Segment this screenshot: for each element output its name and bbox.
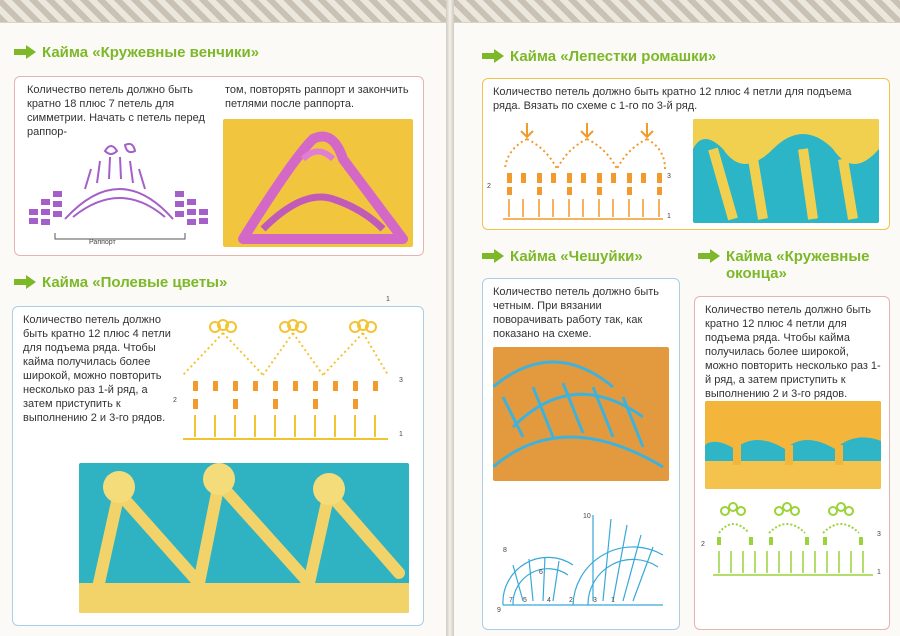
diagram-number-8: 8 (503, 547, 507, 554)
rapport-label: Раппорт (89, 239, 116, 246)
field-flowers-photo (79, 463, 409, 613)
lace-windows-diagram (709, 501, 877, 581)
green-arrow-icon (698, 249, 720, 263)
blue-scales-photo-image (493, 347, 669, 481)
section-title-daisy-petals: Кайма «Лепестки ромашки» (482, 48, 716, 65)
diagram-number-4: 4 (547, 597, 551, 604)
diagram-number-1: 1 (611, 597, 615, 604)
diagram-number-2: 2 (569, 597, 573, 604)
row-label-3: 3 (877, 531, 881, 538)
daisy-petals-photo (693, 119, 879, 223)
daisy-petals-box (482, 78, 890, 230)
field-flowers-box (12, 306, 424, 626)
row-label-3: 3 (399, 377, 403, 384)
diagram-number-6: 6 (539, 569, 543, 576)
right-page (454, 0, 900, 636)
yellow-petals-photo-image (693, 119, 879, 223)
row-label-1: 1 (399, 431, 403, 438)
lace-crowns-diagram (25, 139, 215, 249)
row-label-1: 1 (667, 213, 671, 220)
diagram-number-9: 9 (497, 607, 501, 614)
green-arrow-icon (482, 49, 504, 63)
lace-windows-box (694, 296, 890, 630)
decorative-strip (0, 0, 446, 23)
lace-crowns-text-cont: том, повторять раппорт и закончить петлями после раппорта. (225, 84, 409, 110)
scales-box (482, 278, 680, 630)
daisy-petals-text: Количество петель должно быть кратно 12 плюс 4 петли для подъема ряда. Вязать по схеме с 1-го по 3-й ряд. (493, 86, 852, 112)
row-label-1: 1 (877, 569, 881, 576)
scales-photo (493, 347, 669, 481)
corner-mark: 1 (386, 296, 390, 303)
pink-lace-photo-image (223, 119, 413, 247)
section-title-lace-windows: Кайма «Кружевные оконца» (698, 248, 888, 282)
scales-text: Количество петель должно быть четным. При вязании поворачивать работу так, как показано на схеме. (493, 286, 660, 340)
row-label-2: 2 (173, 397, 177, 404)
left-page (0, 0, 446, 636)
book-gutter (446, 0, 454, 636)
lace-windows-text: Количество петель должно быть кратно 12 плюс 4 петли для подъема ряда. Чтобы кайма получилась более широкой, можно повторить несколько раз 1-й ряд, а затем приступить к выполнению 2 и 3-го рядов. (705, 304, 881, 400)
field-flowers-diagram (173, 315, 393, 445)
diagram-number-3: 3 (593, 597, 597, 604)
green-arrow-icon (14, 275, 36, 289)
row-label-3: 3 (667, 173, 671, 180)
lace-crowns-text: Количество петель должно быть кратно 18 плюс 7 петель для симметрии. Начать с петель перед раппор- (27, 84, 205, 138)
diagram-number-10: 10 (583, 513, 591, 520)
daisy-petals-diagram (497, 119, 667, 223)
decorative-strip (454, 0, 900, 23)
row-label-2: 2 (701, 541, 705, 548)
section-title-field-flowers: Кайма «Полевые цветы» (14, 274, 227, 291)
green-arrow-icon (482, 249, 504, 263)
yellow-lace-photo-image (79, 463, 409, 613)
diagram-number-7: 7 (509, 597, 513, 604)
scales-diagram (493, 505, 669, 615)
row-label-2: 2 (487, 183, 491, 190)
diagram-number-5: 5 (523, 597, 527, 604)
lace-crowns-box (14, 76, 424, 256)
section-title-lace-crowns: Кайма «Кружевные венчики» (14, 44, 259, 61)
lace-windows-photo (705, 401, 881, 489)
field-flowers-text: Количество петель должно быть кратно 12 плюс 4 петли для подъема ряда. Чтобы кайма получилась более широкой, можно повторить несколько раз 1-й ряд, а затем приступить к выполнению 2 и 3-го рядов. (23, 314, 171, 424)
yellow-windows-photo-image (705, 401, 881, 489)
section-title-scales: Кайма «Чешуйки» (482, 248, 643, 265)
lace-crowns-photo (223, 119, 413, 247)
green-arrow-icon (14, 45, 36, 59)
